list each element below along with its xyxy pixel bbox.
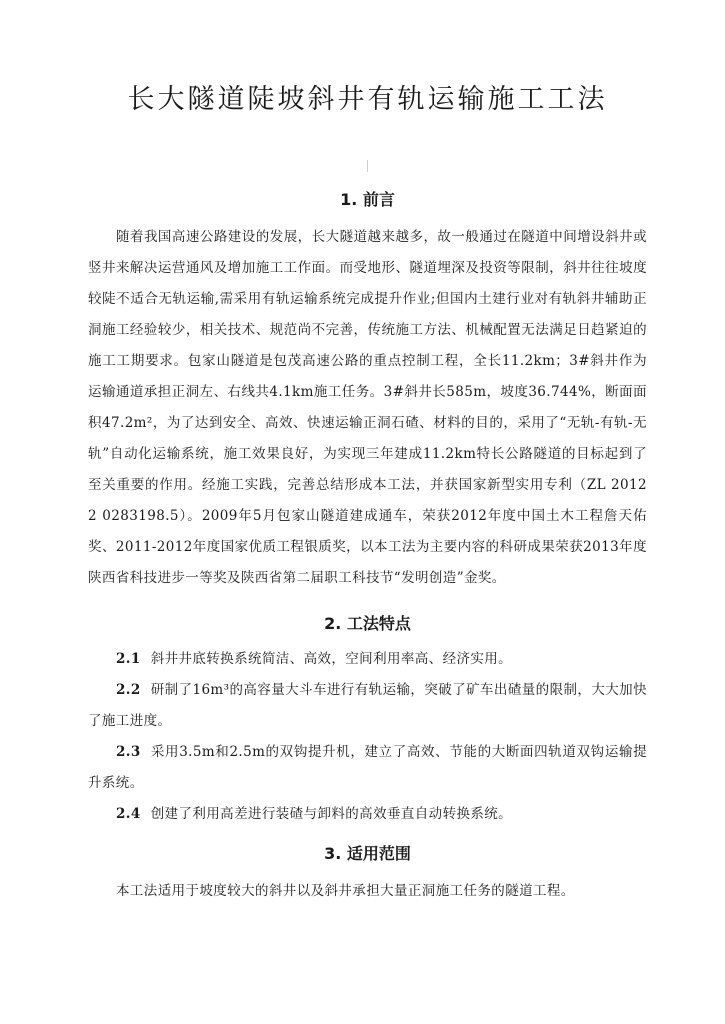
scan-mark [367,160,368,172]
feature-number: 2.4 [116,806,141,822]
feature-item [88,737,647,799]
feature-text: 研制了16m³的高容量大斗车进行有轨运输，突破了矿车出碴量的限制，大大加快了施工进度。 [88,682,647,729]
feature-text: 创建了利用高差进行装碴与卸料的高效垂直自动转换系统。 [150,806,513,822]
scope-paragraph: 本工法适用于坡度较大的斜井以及斜井承担大量正洞施工任务的隧道工程。 [116,883,575,899]
feature-number: 2.3 [116,744,141,760]
feature-number: 2.1 [116,651,141,667]
feature-item [88,799,647,830]
document-title: 长大隧道陡坡斜井有轨运输施工工法 [127,84,608,115]
feature-number: 2.2 [116,682,141,698]
feature-text: 斜井井底转换系统简洁、高效，空间利用率高、经济实用。 [150,651,513,667]
feature-text: 采用3.5m和2.5m的双钩提升机，建立了高效、节能的大断面四轨道双钩运输提升系统。 [88,744,647,791]
feature-item [88,644,647,675]
feature-item [88,675,647,737]
section-heading-foreword: 1. 前言 [340,190,395,209]
section-heading-features: 2. 工法特点 [324,614,411,633]
foreword-paragraph: 随着我国高速公路建设的发展，长大隧道越来越多，故一般通过在隧道中间增设斜井或竖井来解决运营通风及增加施工工作面。而受地形、隧道埋深及投资等限制，斜井往往坡度较陡不适合无轨运输,需采用有轨运输系统完成提升作业;但国内土建行业对有轨斜井辅助正洞施工经验较少，相关技术、规范尚不完善，传统施工方法、机械配置无法满足日趋紧迫的施工工期要求。包家山隧道是包茂高速公路的重点控制工程，全长11.2km；3#斜井作为运输通道承担正洞左、右线共4.1km施工任务。3#斜井长585m，坡度36.744%，断面面积47.2m²，为了达到安全、高效、快速运输正洞石碴、材料的目的，采用了“无轨-有轨-无轨”自动化运输系统，施工效果良好，为实现三年建成11.2km特长公路隧道的目标起到了至关重要的作用。经施工实践，完善总结形成本工法，并获国家新型实用专利（ZL 2012 2 0283198.5）。2009年5月包家山隧道建成通车，荣获2012年度中国土木工程詹天佑奖、2011-2012年度国家优质工程银质奖，以本工法为主要内容的科研成果荣获2013年度陕西省科技进步一等奖及陕西省第二届职工科技节“发明创造”金奖。 [88,229,647,586]
section-heading-scope: 3. 适用范围 [324,844,411,863]
